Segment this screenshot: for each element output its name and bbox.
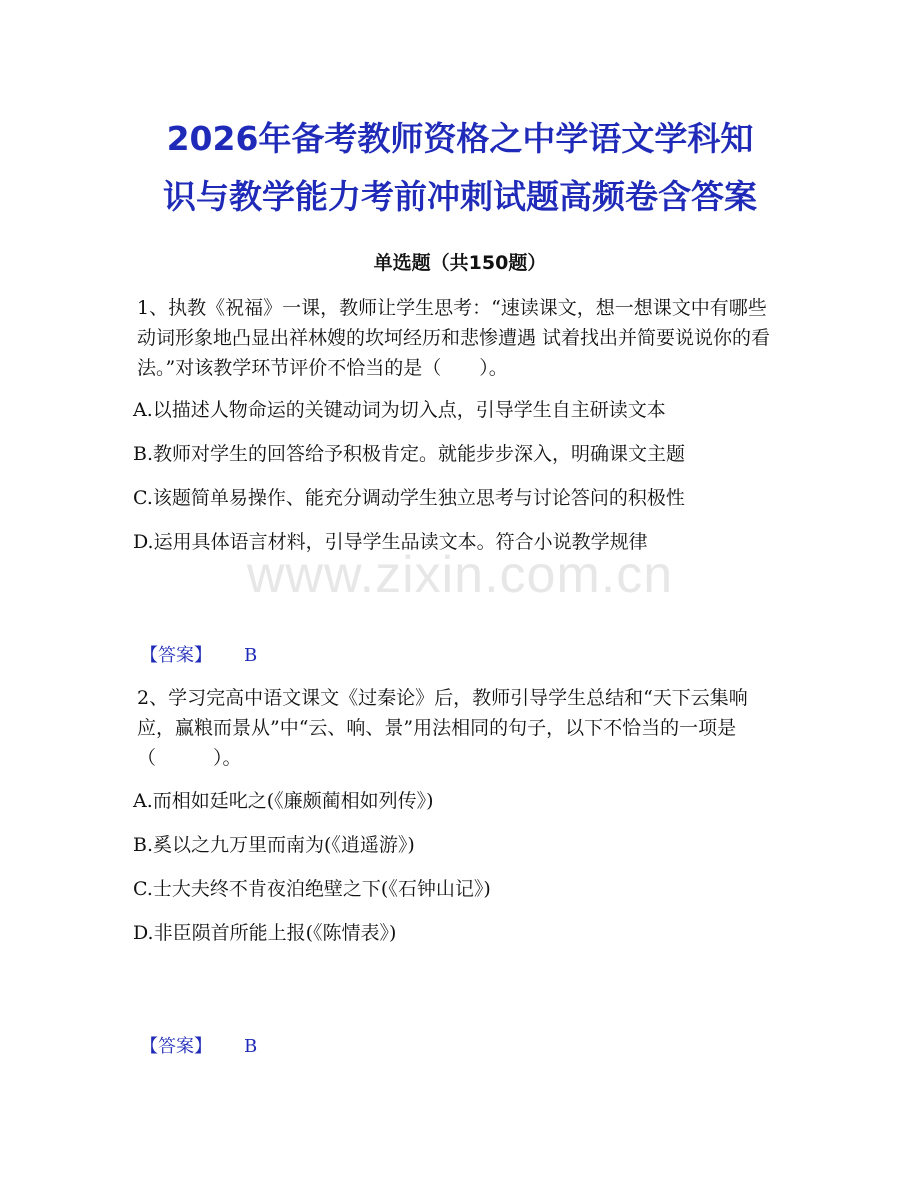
question-1-stem: 1、执教《祝福》一课，教师让学生思考：“速读课文，想一想课文中有哪些动词形象地凸显出祥林嫂的坎坷经历和悲惨遭遇 试着找出并简要说说你的看法。”对该教学环节评价不恰当的是（ ）。 xyxy=(137,297,771,379)
question-2-option-b: B.奚以之九万里而南为(《逍遥游》) xyxy=(133,834,415,856)
question-2-answer xyxy=(140,1032,257,1058)
answer-value: B xyxy=(244,1036,258,1057)
question-2-option-d: D.非臣陨首所能上报(《陈情表》) xyxy=(133,922,397,944)
question-1-option-d: D.运用具体语言材料，引导学生品读文本。符合小说教学规律 xyxy=(133,531,648,553)
question-1-option-b: B.教师对学生的回答给予积极肯定。就能步步深入，明确课文主题 xyxy=(133,443,686,465)
answer-label: 【答案】 xyxy=(140,645,212,666)
section-heading: 单选题（共150题） xyxy=(373,252,547,274)
question-2-option-c: C.士大夫终不肯夜泊绝壁之下(《石钟山记》) xyxy=(133,878,491,900)
question-1-option-c: C.该题简单易操作、能充分调动学生独立思考与讨论答问的积极性 xyxy=(133,487,685,509)
question-1-answer xyxy=(140,641,257,667)
question-2-stem: 2、学习完高中语文课文《过秦论》后，教师引导学生总结和“天下云集响应，赢粮而景从”中“云、响、景”用法相同的句子，以下不恰当的一项是（ ）。 xyxy=(137,687,748,769)
title-line-1: 2026年备考教师资格之中学语文学科知 xyxy=(166,119,754,158)
question-2-option-a: A.而相如廷叱之(《廉颇蔺相如列传》) xyxy=(133,790,434,812)
answer-label: 【答案】 xyxy=(140,1036,212,1057)
answer-value: B xyxy=(244,645,258,666)
document-title xyxy=(90,110,830,226)
question-1-option-a: A.以描述人物命运的关键动词为切入点，引导学生自主研读文本 xyxy=(133,399,666,421)
watermark: www.zixin.com.cn xyxy=(246,546,674,604)
title-line-2: 识与教学能力考前冲刺试题高频卷含答案 xyxy=(163,177,757,216)
